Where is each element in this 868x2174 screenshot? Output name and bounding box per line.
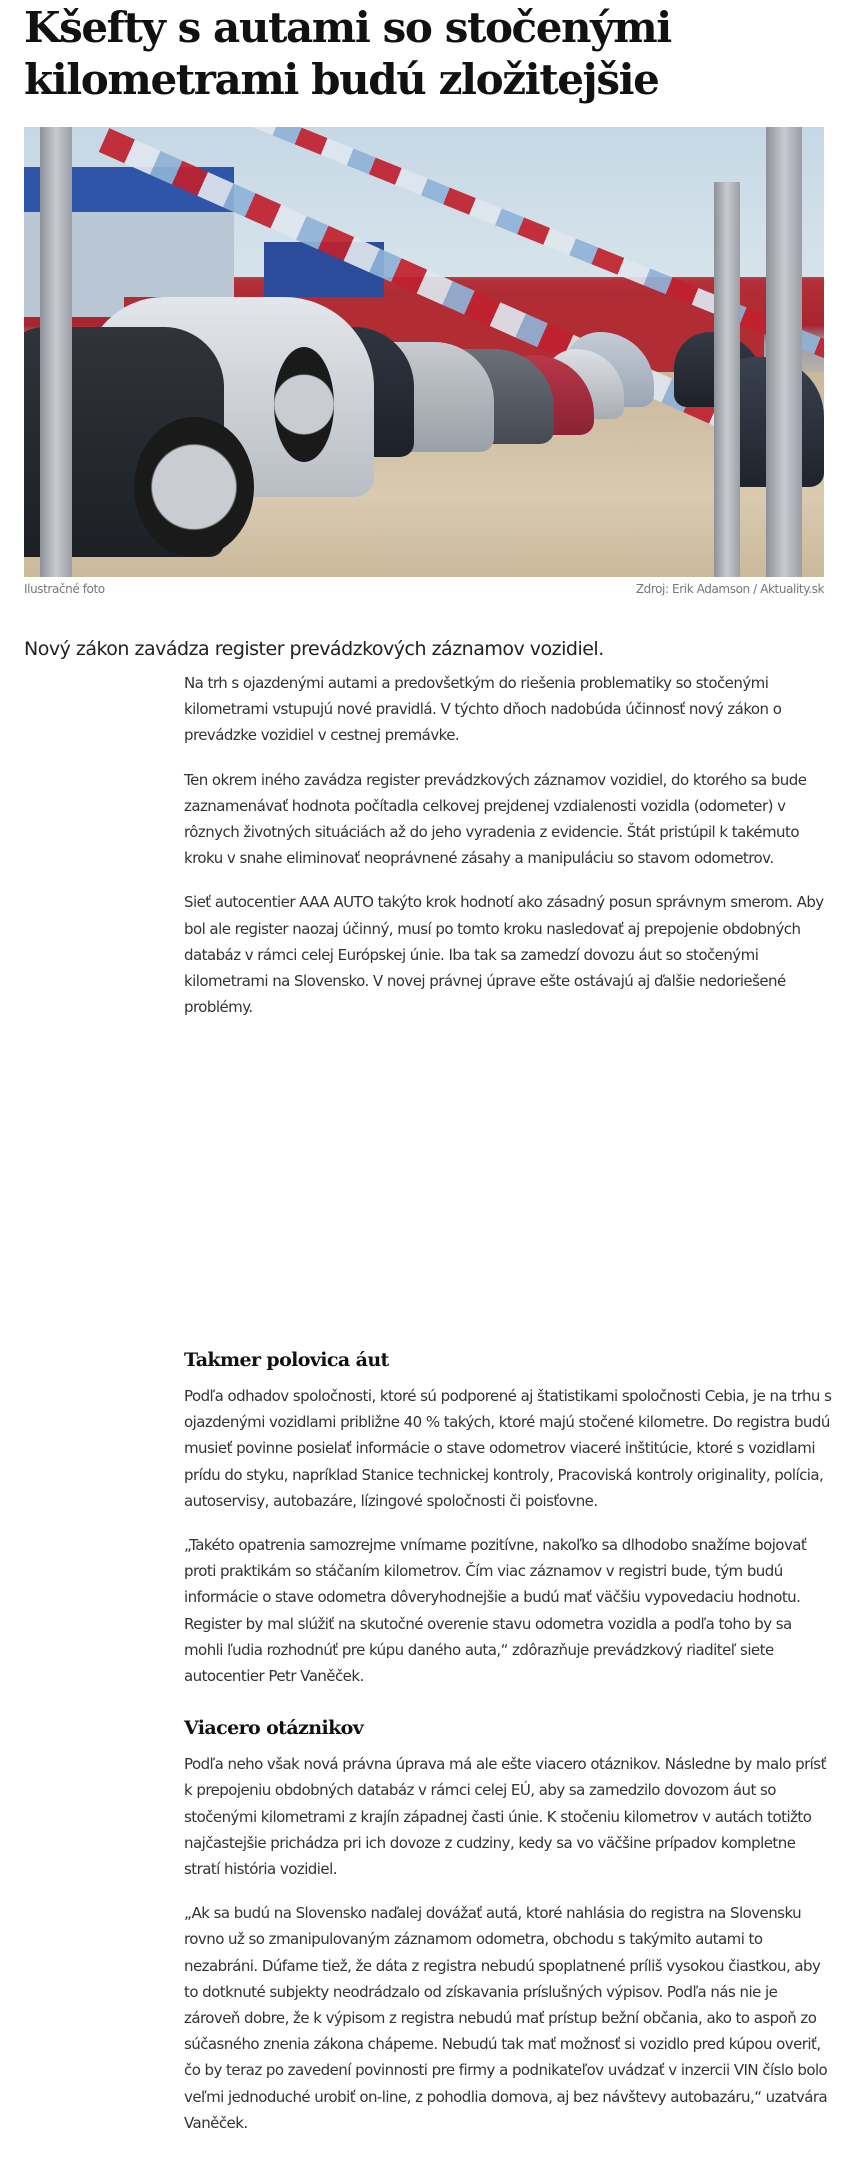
paragraph: Ten okrem iného zavádza register prevádzkových záznamov vozidiel, do ktorého sa bude zaznamenávať hodnota počítadla celkovej prejdenej vzdialenosti vozidla (odometer) v rôznych životných situáciách až do jeho vyradenia z evidencie. Štát pristúpil k takémuto kroku v snahe eliminovať neoprávnené zásahy a manipuláciu so stavom odometrov. (184, 770, 807, 868)
photo-pole (40, 127, 72, 577)
article-lead: Nový zákon zavádza register prevádzkových záznamov vozidiel. (24, 638, 604, 660)
image-source: Zdroj: Erik Adamson / Aktuality.sk (635, 582, 824, 596)
photo-wheel (274, 347, 334, 462)
paragraph: Sieť autocentier AAA AUTO takýto krok hodnotí ako zásadný posun správnym smerom. Aby bol ale register naozaj účinný, musí po tomto kroku nasledovať aj prepojenie obdobných databáz v rámci celej Európskej únie. Iba tak sa zamedzí dovozu áut so stočenými kilometrami na Slovensko. V novej právnej úprave ešte ostávajú aj ďalšie nedoriešené problémy. (184, 893, 824, 1017)
paragraph: Podľa neho však nová právna úprava má ale ešte viacero otáznikov. Následne by malo prísť k prepojeniu obdobných databáz v rámci celej EÚ, aby sa zamedzilo dovozom áut so stočenými kilometrami z krajín západnej časti únie. K stočeniu kilometrov v autách totižto najčastejšie prichádza pri ich dovoze z cudziny, kedy sa vo väčšine prípadov kompletne stratí história vozidiel. (184, 1755, 826, 1879)
article-body-intro (184, 670, 834, 1038)
section-heading: Viacero otáznikov (184, 1717, 364, 1740)
article-title: Kšefty s autami so stočenými kilometrami budú zložitejšie (24, 3, 671, 104)
photo-pole (714, 182, 740, 577)
image-caption: Ilustračné foto (24, 582, 105, 596)
photo-pole (766, 127, 802, 577)
photo-wheel (134, 417, 254, 557)
article-body-sections (184, 1347, 834, 2154)
paragraph: „Takéto opatrenia samozrejme vnímame pozitívne, nakoľko sa dlhodobo snažíme bojovať proti praktikám so stáčaním kilometrov. Čím viac záznamov v registri bude, tým budú informácie o stave odometra dôveryhodnejšie a budú mať väčšiu vypovedaciu hodnotu. Register by mal slúžiť na skutočné overenie stavu odometra vozidla a podľa toho by sa mohli ľudia rozhodnúť pre kúpu daného auta,“ zdôrazňuje prevádzkový riaditeľ siete autocentier Petr Vaněček. (184, 1536, 807, 1686)
paragraph: Na trh s ojazdenými autami a predovšetkým do riešenia problematiky so stočenými kilometrami vstupujú nové pravidlá. V týchto dňoch nadobúda účinnosť nový zákon o prevádzke vozidiel v cestnej premávke. (184, 674, 782, 745)
paragraph: „Ak sa budú na Slovensko naďalej dovážať autá, ktoré nahlásia do registra na Slovensku rovno už so zmanipulovaným záznamom odometra, obchodu s takýmito autami to nezabráni. Dúfame tiež, že dáta z registra nebudú spoplatnené príliš vysokou čiastkou, aby to dotknuté subjekty neodrádzalo od získavania príslušných výpisov. Podľa nás nie je zároveň dobre, že k výpisom z registra nebudú mať prístup bežní občania, ako to aspoň zo súčasného znenia zákona chápeme. Nebudú tak mať možnosť si vozidlo pred kúpou overiť, čo by teraz po zavedení povinnosti pre firmy a podnikateľov uvádzať v inzercii VIN číslo bolo veľmi jednoduché urobiť on-line, z pohodlia domova, aj bez návštevy autobazáru,“ uzatvára Vaněček. (184, 1904, 828, 2132)
section-heading: Takmer polovica áut (184, 1349, 389, 1371)
article-photo[interactable] (24, 127, 824, 577)
paragraph: Podľa odhadov spoločnosti, ktoré sú podporené aj štatistikami spoločnosti Cebia, je na trhu s ojazdenými vozidlami približne 40 % takých, ktoré majú stočené kilometre. Do registra budú musieť povinne posielať informácie o stave odometrov viaceré inštitúcie, ktoré s vozidlami prídu do styku, napríklad Stanice technickej kontroly, Pracoviská kontroly originality, polícia, autoservisy, autobazáre, lízingové spoločnosti či poisťovne. (184, 1387, 832, 1510)
